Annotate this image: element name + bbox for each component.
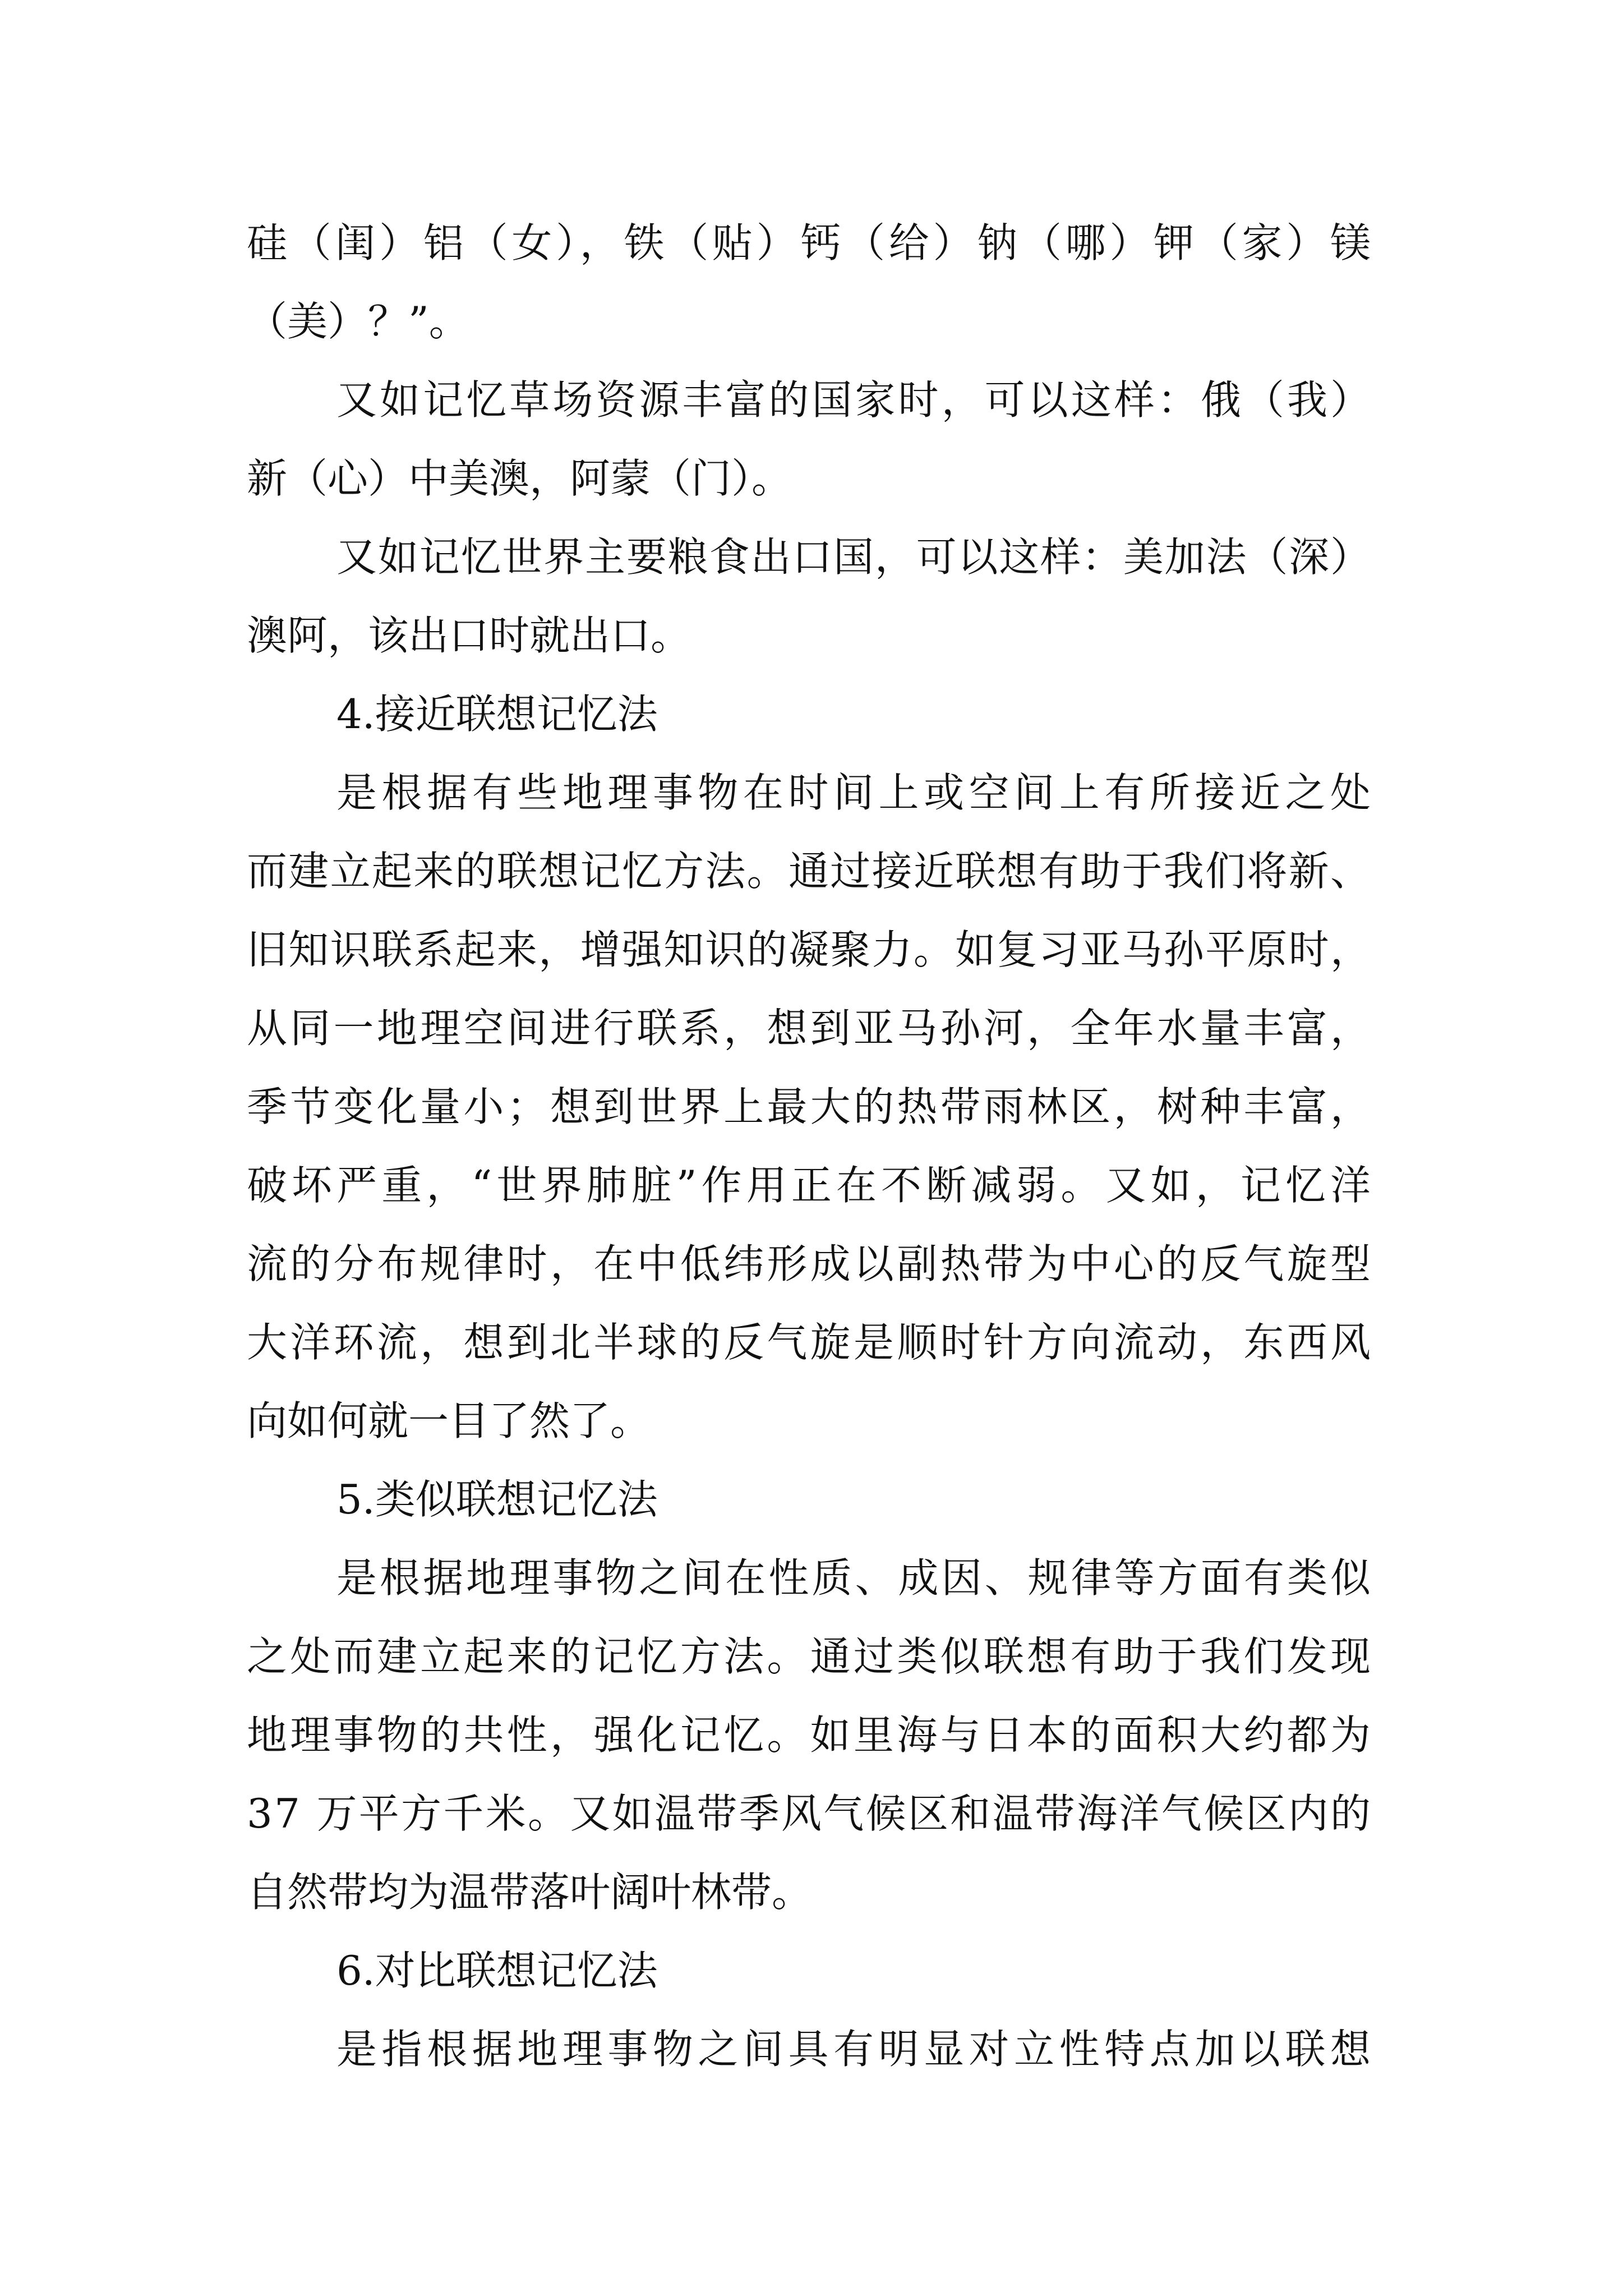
text-line: 季节变化量小；想到世界上最大的热带雨林区，树种丰富， <box>247 1083 1374 1130</box>
text-line: 新（心）中美澳，阿蒙（门）。 <box>247 455 792 502</box>
text-line: 旧知识联系起来，增强知识的凝聚力。如复习亚马孙平原时， <box>247 926 1372 973</box>
text-line: （美）？”。 <box>247 298 469 345</box>
text-line: 地理事物的共性，强化记忆。如里海与日本的面积大约都为 <box>247 1711 1374 1759</box>
text-line: 从同一地理空间进行联系，想到亚马孙河，全年水量丰富， <box>247 1005 1374 1052</box>
text-line: 硅（闺）铝（女），铁（贴）钙（给）钠（哪）钾（家）镁 <box>247 219 1375 266</box>
text-line: 破坏严重，“世界肺脏”作用正在不断减弱。又如，记忆洋 <box>247 1162 1376 1209</box>
text-line: 是根据地理事物之间在性质、成因、规律等方面有类似 <box>336 1554 1374 1602</box>
text-line: 自然带均为温带落叶阔叶林带。 <box>247 1869 813 1916</box>
text-line: 向如何就一目了然了。 <box>247 1397 651 1444</box>
section-heading: 4.接近联想记忆法 <box>336 691 658 738</box>
text-line: 大洋环流，想到北半球的反气旋是顺时针方向流动，东西风 <box>247 1319 1374 1366</box>
text-line: 37 万平方千米。又如温带季风气候区和温带海洋气候区内的 <box>247 1790 1373 1837</box>
text-line: 又如记忆世界主要粮食出口国，可以这样：美加法（深） <box>336 533 1372 581</box>
text-line: 而建立起来的联想记忆方法。通过接近联想有助于我们将新、 <box>247 848 1372 895</box>
text-line: 流的分布规律时，在中低纬形成以副热带为中心的反气旋型 <box>247 1240 1374 1287</box>
text-line: 又如记忆草场资源丰富的国家时，可以这样：俄（我） <box>336 376 1374 424</box>
text-line: 是根据有些地理事物在时间上或空间上有所接近之处 <box>336 769 1376 816</box>
text-line: 是指根据地理事物之间具有明显对立性特点加以联想 <box>336 2026 1376 2073</box>
text-line: 澳阿，该出口时就出口。 <box>247 612 691 659</box>
section-heading: 5.类似联想记忆法 <box>336 1476 658 1523</box>
text-line: 之处而建立起来的记忆方法。通过类似联想有助于我们发现 <box>247 1633 1374 1680</box>
section-heading: 6.对比联想记忆法 <box>336 1947 658 1994</box>
